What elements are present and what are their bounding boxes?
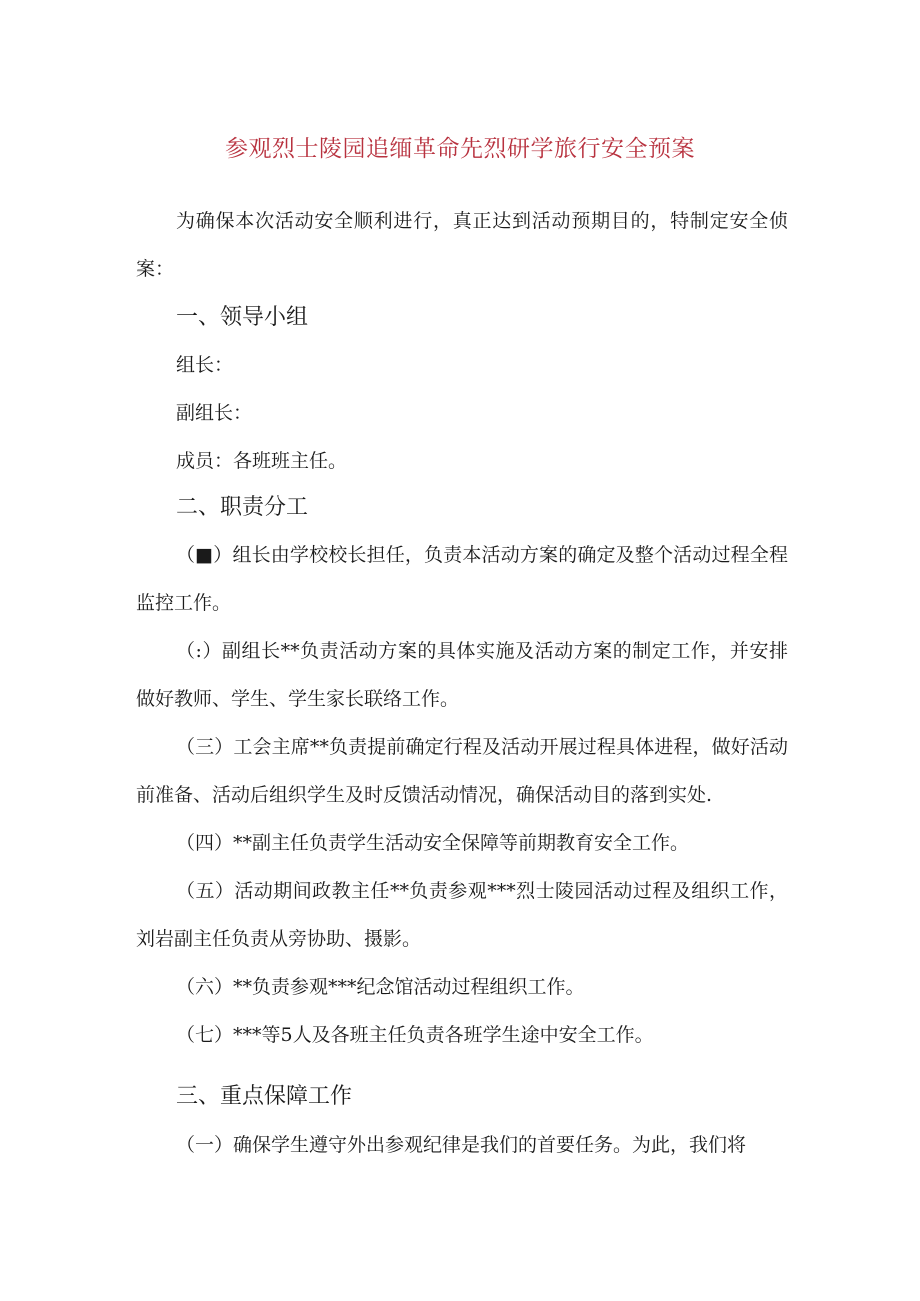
leader-line: 组长：	[176, 354, 234, 376]
duty-item-6: （六）**负责参观***纪念馆活动过程组织工作。	[176, 976, 585, 998]
duty-item-1: （■）组长由学校校长担任，负责本活动方案的确定及整个活动过程全程监控工作。	[136, 544, 788, 614]
duty-item-4: （四）**副主任负责学生活动安全保障等前期教育安全工作。	[176, 832, 690, 854]
document-title: 参观烈士陵园追缅革命先烈研学旅行安全预案	[225, 136, 695, 162]
members-line: 成员：各班班主任。	[176, 450, 348, 472]
section-heading-key-safeguards: 三、重点保障工作	[176, 1084, 353, 1109]
duty-item-5: （五）活动期间政教主任**负责参观***烈士陵园活动过程及组织工作，刘岩副主任负责从旁协助、摄影。	[136, 880, 788, 950]
duty-item-7: （七）***等5人及各班主任负责各班学生途中安全工作。	[176, 1024, 654, 1046]
duty-item-2: （:）副组长**负责活动方案的具体实施及活动方案的制定工作，并安排做好教师、学生、学生家长联络工作。	[136, 640, 788, 710]
section-heading-duties: 二、职责分工	[176, 495, 309, 520]
deputy-leader-line: 副组长：	[176, 402, 253, 424]
duty-item-3: （三）工会主席**负责提前确定行程及活动开展过程具体进程，做好活动前准备、活动后组织学生及时反馈活动情况，确保活动目的落到实处.	[136, 736, 788, 806]
intro-paragraph: 为确保本次活动安全顺利进行，真正达到活动预期目的，特制定安全侦案：	[136, 210, 788, 280]
safeguard-item-1: （一）确保学生遵守外出参观纪律是我们的首要任务。为此，我们将	[176, 1134, 747, 1156]
section-heading-leadership: 一、领导小组	[176, 305, 309, 330]
